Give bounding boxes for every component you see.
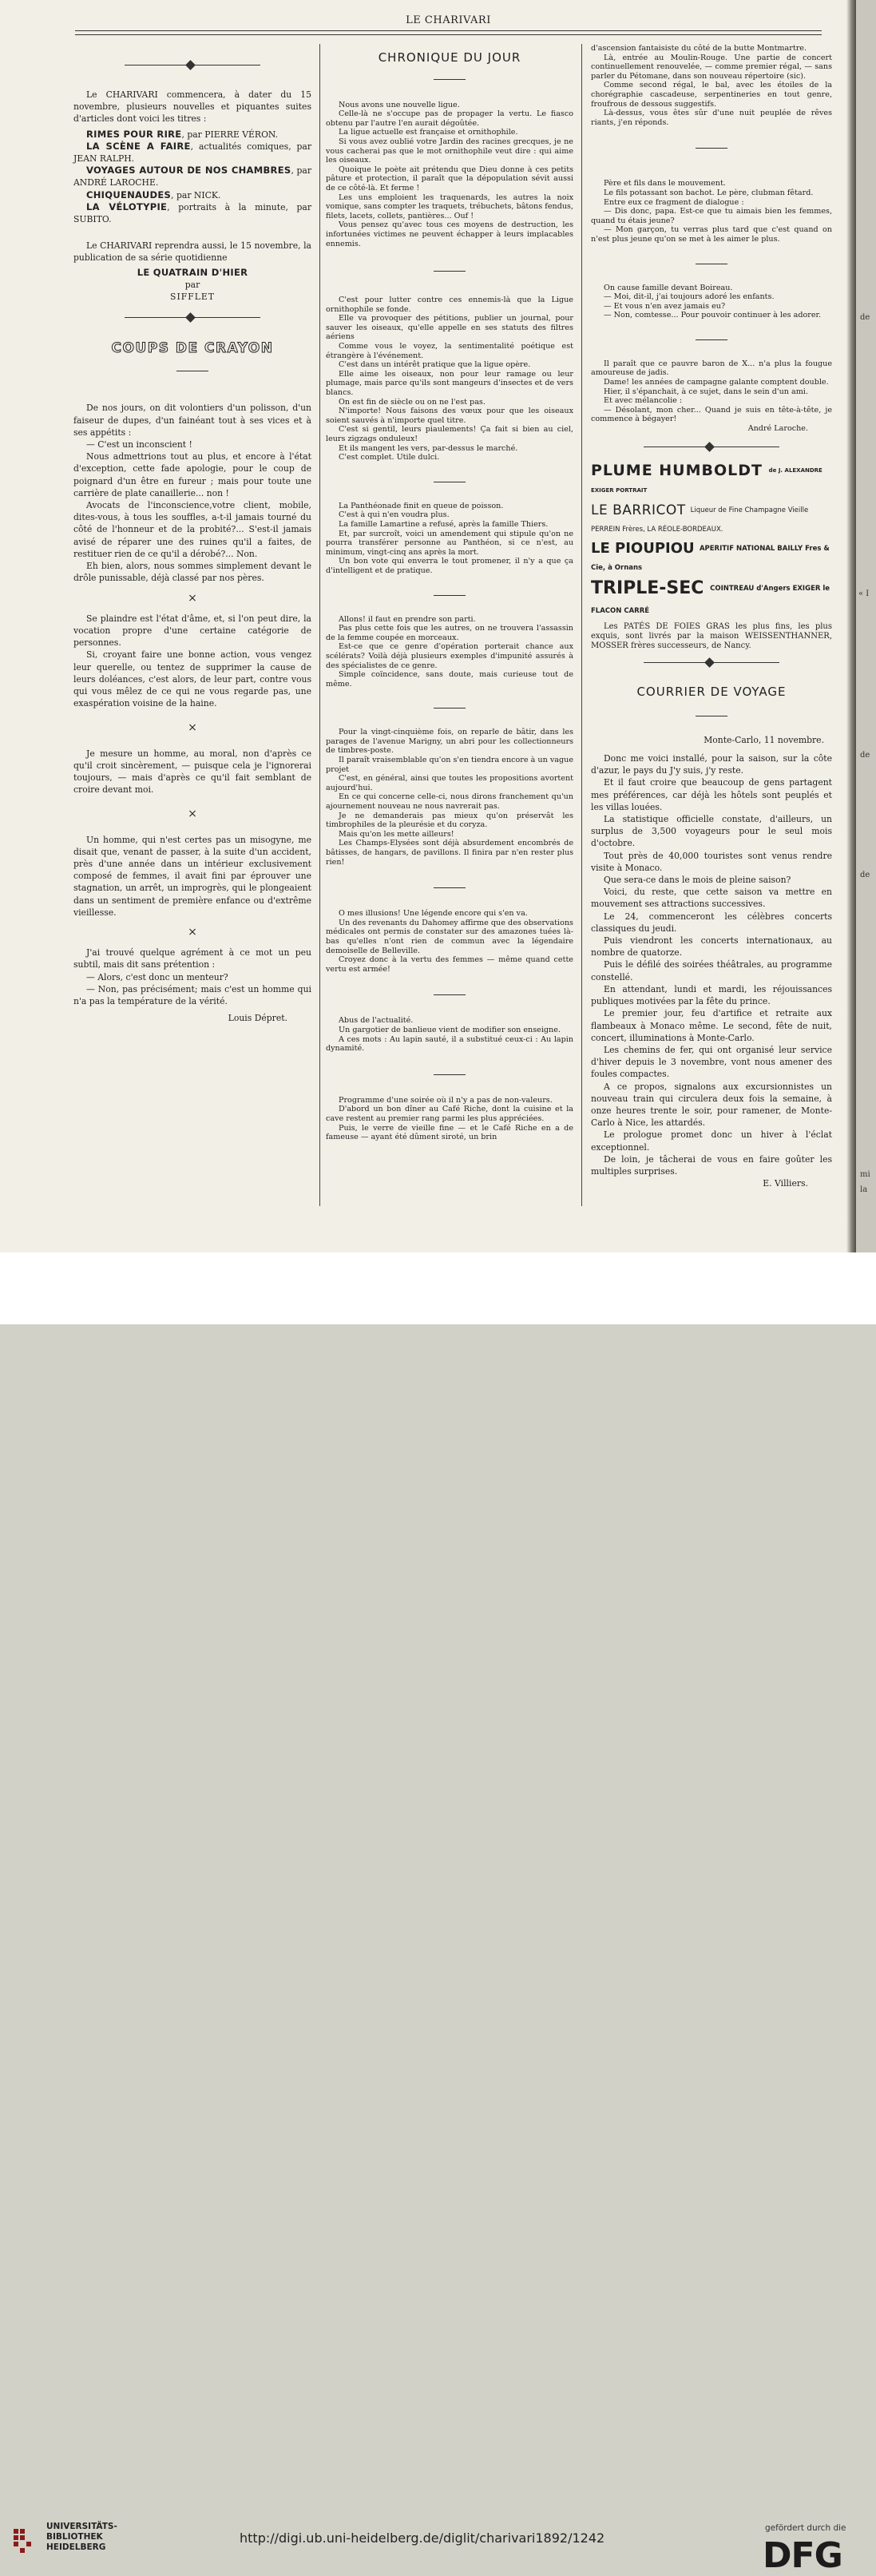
- paragraph: Comme second régal, le bal, avec les étoiles de la chorégraphie cascadeuse, serpentineries en tout genre, froufrous de dessous suggestifs.: [591, 81, 832, 109]
- paragraph: Comme vous le voyez, la sentimentalité poétique est étrangère à l'événement.: [326, 342, 573, 360]
- short-rule: [696, 148, 727, 149]
- paragraph: Les uns emploient les traquenards, les autres la noix vomique, sans compter les traquets, trébuchets, bâtons fendus, filets, lacets, collets, pantières... Ouf !: [326, 193, 573, 220]
- short-rule: [434, 1074, 466, 1075]
- advertisements: [591, 461, 832, 651]
- paragraph: Puis viendront les concerts internationaux, au nombre de quatorze.: [591, 935, 832, 959]
- paragraph: Le prologue promet donc un hiver à l'éclat exceptionnel.: [591, 1129, 832, 1153]
- column-2: [326, 44, 573, 1142]
- short-rule: [434, 271, 466, 272]
- paragraph: Celle-là ne s'occupe pas de propager la vertu. Le fiasco obtenu par l'autre l'en aurait dégoûtée.: [326, 109, 573, 128]
- paragraph: C'est dans un intérêt pratique que la ligue opère.: [339, 360, 531, 370]
- ad-le-pioupiou: LE PIOUPIOU APERITIF NATIONAL BAILLY Fres & Cie, à Ornans: [591, 539, 830, 572]
- short-rule: [696, 339, 727, 340]
- paragraph: Et, par surcroît, voici un amendement qui stipule qu'on ne pourra transférer personne au Panthéon, si ce n'est, au minimum, vingt-cinq ans après la mort.: [326, 529, 573, 557]
- cross-separator: ×: [188, 925, 197, 939]
- paragraph: Le fils potassant son bachot. Le père, clubman fêtard.: [604, 188, 814, 197]
- paragraph: Si, croyant faire une bonne action, vous vengez leur querelle, ou tentez de supprimer la cause de leurs doléances, c'est alors, de leur part, contre vous qui vous mêlez de ce qui ne vous regarde pas, une exaspération voisine de la haine.: [73, 649, 311, 709]
- paragraph: Un des revenants du Dahomey affirme que des observations médicales ont permis de constater sur des amazones tuées là-bas qu'elles n'ont rien de commun avec la légendaire demoiselle de Belleville.: [326, 918, 573, 955]
- paragraph: Un bon vote qui enverra le tout promener, il n'y a que ça d'intelligent et de pratique.: [326, 557, 573, 575]
- paragraph: O mes illusions! Une légende encore qui s'en va.: [339, 909, 528, 919]
- digitization-footer: [0, 1252, 876, 2576]
- paragraph: Un gargotier de banlieue vient de modifier son enseigne.: [339, 1025, 561, 1034]
- edge-text-fragment: « I: [858, 589, 870, 598]
- edge-text-fragment: de: [860, 313, 870, 322]
- paragraph: Mais qu'on les mette ailleurs!: [339, 829, 454, 839]
- paragraph: A ces mots : Au lapin sauté, il a substitué ceux-ci : Au lapin dynamité.: [326, 1034, 573, 1054]
- paragraph: C'est si gentil, leurs piaulements! Ça fait si bien au ciel, leurs zigzags onduleux!: [326, 425, 573, 443]
- edge-text-fragment: la: [860, 1185, 868, 1194]
- paragraph: De loin, je tâcherai de vous en faire goûter les multiples surprises.: [591, 1153, 832, 1177]
- paragraph: La Panthéonade finit en queue de poisson.: [339, 501, 504, 510]
- dfg-logo: DFG: [763, 2535, 842, 2576]
- paragraph: Nous admettrions tout au plus, et encore à l'état d'exception, cette fade apologie, pour le coup de poignard d'un être en fureur ; mais pour toute une carrière de plate canaillerie... non !: [73, 451, 311, 498]
- signature: E. Villiers.: [763, 1178, 808, 1189]
- header-rule-thin: [75, 34, 822, 35]
- paragraph: Avocats de l'inconscience,votre client, mobile, dites-vous, à tous les souffles, a-t-il jamais tourné du côté de l'honneur et de la probité?... S'est-il jamais avisé de réparer une des ruines qu'il a faites, de restituer rien de ce qu'il a dérobé?... Non.: [73, 500, 311, 559]
- paragraph: — Dis donc, papa. Est-ce que tu aimais bien les femmes, quand tu étais jeune?: [591, 207, 832, 225]
- university-library-name: [46, 2522, 117, 2553]
- paragraph: En ce qui concerne celle-ci, nous dirons franchement qu'un ajournement nouveau ne nous navrerait pas.: [326, 792, 573, 812]
- paragraph: Se plaindre est l'état d'âme, et, si l'on peut dire, la vocation propre d'une certaine catégorie de personnes.: [73, 613, 311, 649]
- paragraph: Là-dessus, vous êtes sûr d'une nuit peuplée de rêves riants, j'en réponds.: [591, 109, 832, 127]
- paragraph: C'est, en général, ainsi que toutes les propositions avortent aujourd'hui.: [326, 774, 573, 792]
- short-rule: [434, 994, 466, 995]
- ornament-rule: [125, 62, 260, 69]
- quatrain-author: SIFFLET: [170, 292, 215, 303]
- ad-plume-humboldt: PLUME HUMBOLDT $^{de J. ALEXANDRE EXIGER PORTRAIT}$: [591, 461, 822, 494]
- paragraph: D'abord un bon dîner au Café Riche, dont la cuisine et la cave restent au premier rang parmi les plus appréciées.: [326, 1105, 573, 1123]
- university-seal-icon: [11, 2524, 38, 2556]
- paragraph: Allons! il faut en prendre son parti.: [339, 614, 476, 624]
- paragraph: Tout près de 40,000 touristes sont venus rendre visite à Monaco.: [591, 850, 832, 873]
- paragraph: Je ne demanderais pas mieux qu'on préservât les timbrophiles de la pleurésie et du coryza.: [326, 811, 573, 830]
- edge-text-fragment: de: [860, 871, 870, 879]
- ornament-rule: [644, 659, 779, 667]
- column-rule-2: [581, 44, 582, 1206]
- paragraph: La ligue actuelle est française et ornithophile.: [339, 128, 518, 137]
- signature: Louis Dépret.: [228, 1013, 287, 1024]
- institution-line: BIBLIOTHEK: [46, 2532, 103, 2542]
- cross-separator: ×: [188, 808, 197, 821]
- paragraph: Puis, le verre de vieille fine — et le Café Riche en a de fameuse — ayant été dûment siroté, un brin: [326, 1123, 573, 1142]
- quatrain-intro: Le CHARIVARI reprendra aussi, le 15 novembre, la publication de sa série quotidienne: [73, 240, 311, 264]
- paragraph: Et il faut croire que beaucoup de gens partagent mes préférences, car déjà les hôtels sont peuplés et les villas louées.: [591, 777, 832, 812]
- series-item: VOYAGES AUTOUR DE NOS CHAMBRES, par ANDRÉ LAROCHE.: [73, 165, 312, 189]
- paragraph: — Alors, c'est donc un menteur?: [86, 971, 228, 982]
- paragraph: Il paraît vraisemblable qu'on s'en tiendra encore à un vague projet: [326, 756, 573, 774]
- funding-note: gefördert durch die: [765, 2523, 846, 2533]
- paragraph: Si vous avez oublié votre Jardin des racines grecques, je ne vous cacherai pas que le mot ornithophile veut dire : qui aime les oiseaux.: [326, 137, 573, 165]
- paragraph: De nos jours, on dit volontiers d'un polisson, d'un faiseur de dupes, d'un fainéant tout à ses vices et à ses appétits :: [73, 403, 311, 438]
- paragraph: Eh bien, alors, nous sommes simplement devant le drôle punissable, déjà classé par nos pères.: [73, 561, 311, 584]
- paragraph: Puis le défilé des soirées théâtrales, au programme constellé.: [591, 959, 832, 982]
- paragraph: Programme d'une soirée où il n'y a pas de non-valeurs.: [339, 1095, 553, 1105]
- paragraph: C'est complet. Utile dulci.: [339, 453, 440, 462]
- paragraph: d'ascension fantaisiste du côté de la butte Montmartre.: [591, 44, 807, 53]
- paragraph: Hier, il s'épanchait, à ce sujet, dans le sein d'un ami.: [604, 387, 808, 396]
- paragraph: Simple coïncidence, sans doute, mais curieuse tout de même.: [326, 670, 573, 689]
- quatrain-par: par: [184, 279, 200, 290]
- paragraph: Pour la vingt-cinquième fois, on reparle de bâtir, dans les parages de l'avenue Marigny, un abri pour les collectionneurs de timbres-poste.: [326, 728, 573, 756]
- series-item: CHIQUENAUDES, par NICK.: [86, 189, 221, 200]
- paragraph: Un homme, qui n'est certes pas un misogyne, me disait que, venant de passer, à la suite d'un accident, près d'une année dans un intérieur exclusivement composé de femmes, il avait fini par éprouver une stagnation, un arrêt, un improgrès, qui le plongeaient dans un sentiment de première enfance ou d'extrême vieillesse.: [73, 834, 311, 918]
- column-3: [591, 44, 832, 1189]
- paragraph: Voici, du reste, que cette saison va mettre en mouvement ses attractions successives.: [591, 887, 832, 910]
- paragraph: Quoique le poète ait prétendu que Dieu donne à ces petits pâture et protection, il paraît que la dépopulation sévit aussi de ce côté-là. Et ferme !: [326, 165, 573, 193]
- paragraph: En attendant, lundi et mardi, les réjouissances publiques motivées par la fête du prince.: [591, 983, 832, 1007]
- paragraph: — Moi, dit-il, j'ai toujours adoré les enfants.: [604, 292, 775, 302]
- paragraph: Elle va provoquer des pétitions, publier un journal, pour sauver les oiseaux, qu'elle appelle en ses statuts des filtres aériens: [326, 314, 573, 342]
- paragraph: Et ils mangent les vers, par-dessus le marché.: [339, 443, 518, 453]
- paragraph: On cause famille devant Boireau.: [604, 283, 733, 292]
- paragraph: Il paraît que ce pauvre baron de X... n'a plus la fougue amoureuse de jadis.: [591, 359, 832, 378]
- edge-text-fragment: mi: [860, 1170, 870, 1179]
- paragraph: — Non, comtesse... Pour pouvoir continuer à les adorer.: [604, 311, 822, 320]
- cross-separator: ×: [188, 721, 197, 735]
- ad-le-barricot: LE BARRICOT Liqueur de Fine Champagne Vieille PERREIN Frères, LA RÉOLE-BORDEAUX.: [591, 502, 809, 534]
- paragraph: Les chemins de fer, qui ont organisé leur service d'hiver depuis le 3 novembre, vont nous amener des foules compactes.: [591, 1044, 832, 1080]
- short-rule: [434, 887, 466, 888]
- paragraph: — Non, pas précisément; mais c'est un homme qui n'a pas la température de la vérité.: [73, 983, 311, 1006]
- paragraph: Le premier jour, feu d'artifice et retraite aux flambeaux à Monaco même. Le second, fête de nuit, concert, illuminations à Monte-Carlo.: [591, 1008, 832, 1043]
- paragraph: Que sera-ce dans le mois de pleine saison?: [604, 875, 791, 886]
- short-rule: [434, 79, 466, 80]
- section-title-chronique: CHRONIQUE DU JOUR: [378, 50, 521, 65]
- paragraph: C'est pour lutter contre ces ennemis-là que la Ligue ornithophile se fonde.: [326, 296, 573, 314]
- column-rule-1: [319, 44, 320, 1206]
- paragraph: Je mesure un homme, au moral, non d'après ce qu'il croit sincèrement, — puisque cela je l'ignorerai toujours, — mais d'après ce qu'il fait semblant de croire devant moi.: [73, 748, 311, 796]
- ad-pates-foies-gras: Les PATÉS DE FOIES GRAS les plus fins, les plus exquis, sont livrés par la maison WEISSENTHANNER, MOSSER frères successeurs, de Nancy.: [591, 621, 832, 650]
- paragraph: Entre eux ce fragment de dialogue :: [604, 197, 744, 207]
- paragraph: N'importe! Nous faisons des vœux pour que les oiseaux soient sauvés à n'importe quel titre.: [326, 407, 573, 425]
- paragraph: Dame! les années de campagne galante comptent double.: [604, 378, 829, 387]
- series-item: LA SCÈNE A FAIRE, actualités comiques, par JEAN RALPH.: [73, 140, 311, 165]
- quatrain-title: LE QUATRAIN D'HIER: [137, 266, 248, 278]
- announcement-intro: Le CHARIVARI commencera, à dater du 15 novembre, plusieurs nouvelles et piquantes suites d'articles dont voici les titres :: [73, 89, 311, 125]
- paragraph: — Et vous n'en avez jamais eu?: [604, 301, 726, 311]
- chronique-continued: [591, 44, 832, 434]
- facing-page-edge: [856, 0, 876, 1252]
- paragraph: La famille Lamartine a refusé, après la famille Thiers.: [339, 519, 549, 529]
- paragraph: — Désolant, mon cher... Quand je suis en tête-à-tête, je commence à bégayer!: [591, 405, 832, 424]
- paragraph: Elle aime les oiseaux, non pour leur ramage ou leur plumage, mais parce qu'ils sont mangeurs d'insectes et de vers blancs.: [326, 369, 573, 398]
- signature: André Laroche.: [747, 424, 808, 434]
- paragraph: Et avec mélancolie :: [604, 396, 683, 406]
- ornament-rule: [125, 314, 260, 322]
- paragraph: Là, entrée au Moulin-Rouge. Une partie de concert continuellement renouvelée, — comme premier régal, — sans parler du Pétomane, dans son nouveau répertoire (sic).: [591, 53, 832, 81]
- paragraph: Père et fils dans le mouvement.: [604, 179, 726, 189]
- paragraph: Vous pensez qu'avec tous ces moyens de destruction, les infortunées victimes ne peuvent échapper à leurs implacables ennemis.: [326, 220, 573, 248]
- paragraph: Les Champs-Elysées sont déjà absurdement encombrés de bâtisses, de hangars, de pavillons. Il finira par n'en rester plus rien!: [326, 839, 573, 867]
- header-rule: [75, 30, 822, 31]
- cross-separator: ×: [188, 591, 197, 605]
- ad-triple-sec: TRIPLE-SEC COINTREAU d'Angers EXIGER le FLACON CARRÉ: [591, 578, 830, 615]
- column-1: [73, 44, 311, 1024]
- permalink-url[interactable]: http://digi.ub.uni-heidelberg.de/diglit/charivari1892/1242: [240, 2530, 605, 2546]
- dateline: Monte-Carlo, 11 novembre.: [704, 734, 824, 745]
- ornament-rule: [644, 443, 779, 451]
- paragraph: A ce propos, signalons aux excursionnistes un nouveau train qui circulera deux fois la semaine, à onze heures trente le soir, pour ramener, de Monte-Carlo à Nice, les attardés.: [591, 1081, 832, 1129]
- paragraph: La statistique officielle constate, d'ailleurs, un surplus de 3,500 voyageurs pour le seul mois d'octobre.: [591, 814, 832, 849]
- paragraph: — C'est un inconscient !: [86, 439, 192, 451]
- edge-text-fragment: de: [860, 751, 870, 760]
- page-header: LE CHARIVARI: [406, 14, 491, 26]
- series-item: LA VÉLOTYPIE, portraits à la minute, par SUBITO.: [73, 200, 311, 225]
- short-rule: [434, 595, 466, 596]
- series-item: RIMES POUR RIRE, par PIERRE VÉRON.: [86, 128, 279, 140]
- paragraph: C'est à qui n'en voudra plus.: [339, 510, 450, 520]
- section-title-courrier: COURRIER DE VOYAGE: [636, 684, 787, 699]
- paragraph: — Mon garçon, tu verras plus tard que c'est quand on n'est plus jeune qu'on se met à les aimer le plus.: [591, 225, 832, 244]
- paragraph: Abus de l'actualité.: [339, 1016, 414, 1026]
- paragraph: Le 24, commenceront les célèbres concerts classiques du jeudi.: [591, 911, 832, 934]
- paragraph: On est fin de siècle ou on ne l'est pas.: [339, 397, 486, 407]
- newspaper-page: [0, 0, 856, 1252]
- paragraph: Donc me voici installé, pour la saison, sur la côte d'azur, le pays du J'y suis, j'y reste.: [591, 753, 832, 776]
- paragraph: Nous avons une nouvelle ligue.: [339, 100, 460, 109]
- paragraph: Croyez donc à la vertu des femmes — même quand cette vertu est armée!: [326, 955, 573, 974]
- paragraph: Pas plus cette fois que les autres, on ne trouvera l'assassin de la femme coupée en morceaux.: [326, 624, 573, 642]
- institution-line: UNIVERSITÄTS-: [46, 2522, 117, 2531]
- paragraph: J'ai trouvé quelque agrément à ce mot un peu subtil, mais dit sans prétention :: [73, 947, 311, 970]
- paragraph: Est-ce que ce genre d'opération porterait chance aux scélérats? Voilà déjà plusieurs exemples d'impunité assurés à des spécialistes de ce genre.: [326, 642, 573, 670]
- institution-line: HEIDELBERG: [46, 2542, 106, 2552]
- section-title-coups-de-crayon: COUPS DE CRAYON: [111, 340, 274, 357]
